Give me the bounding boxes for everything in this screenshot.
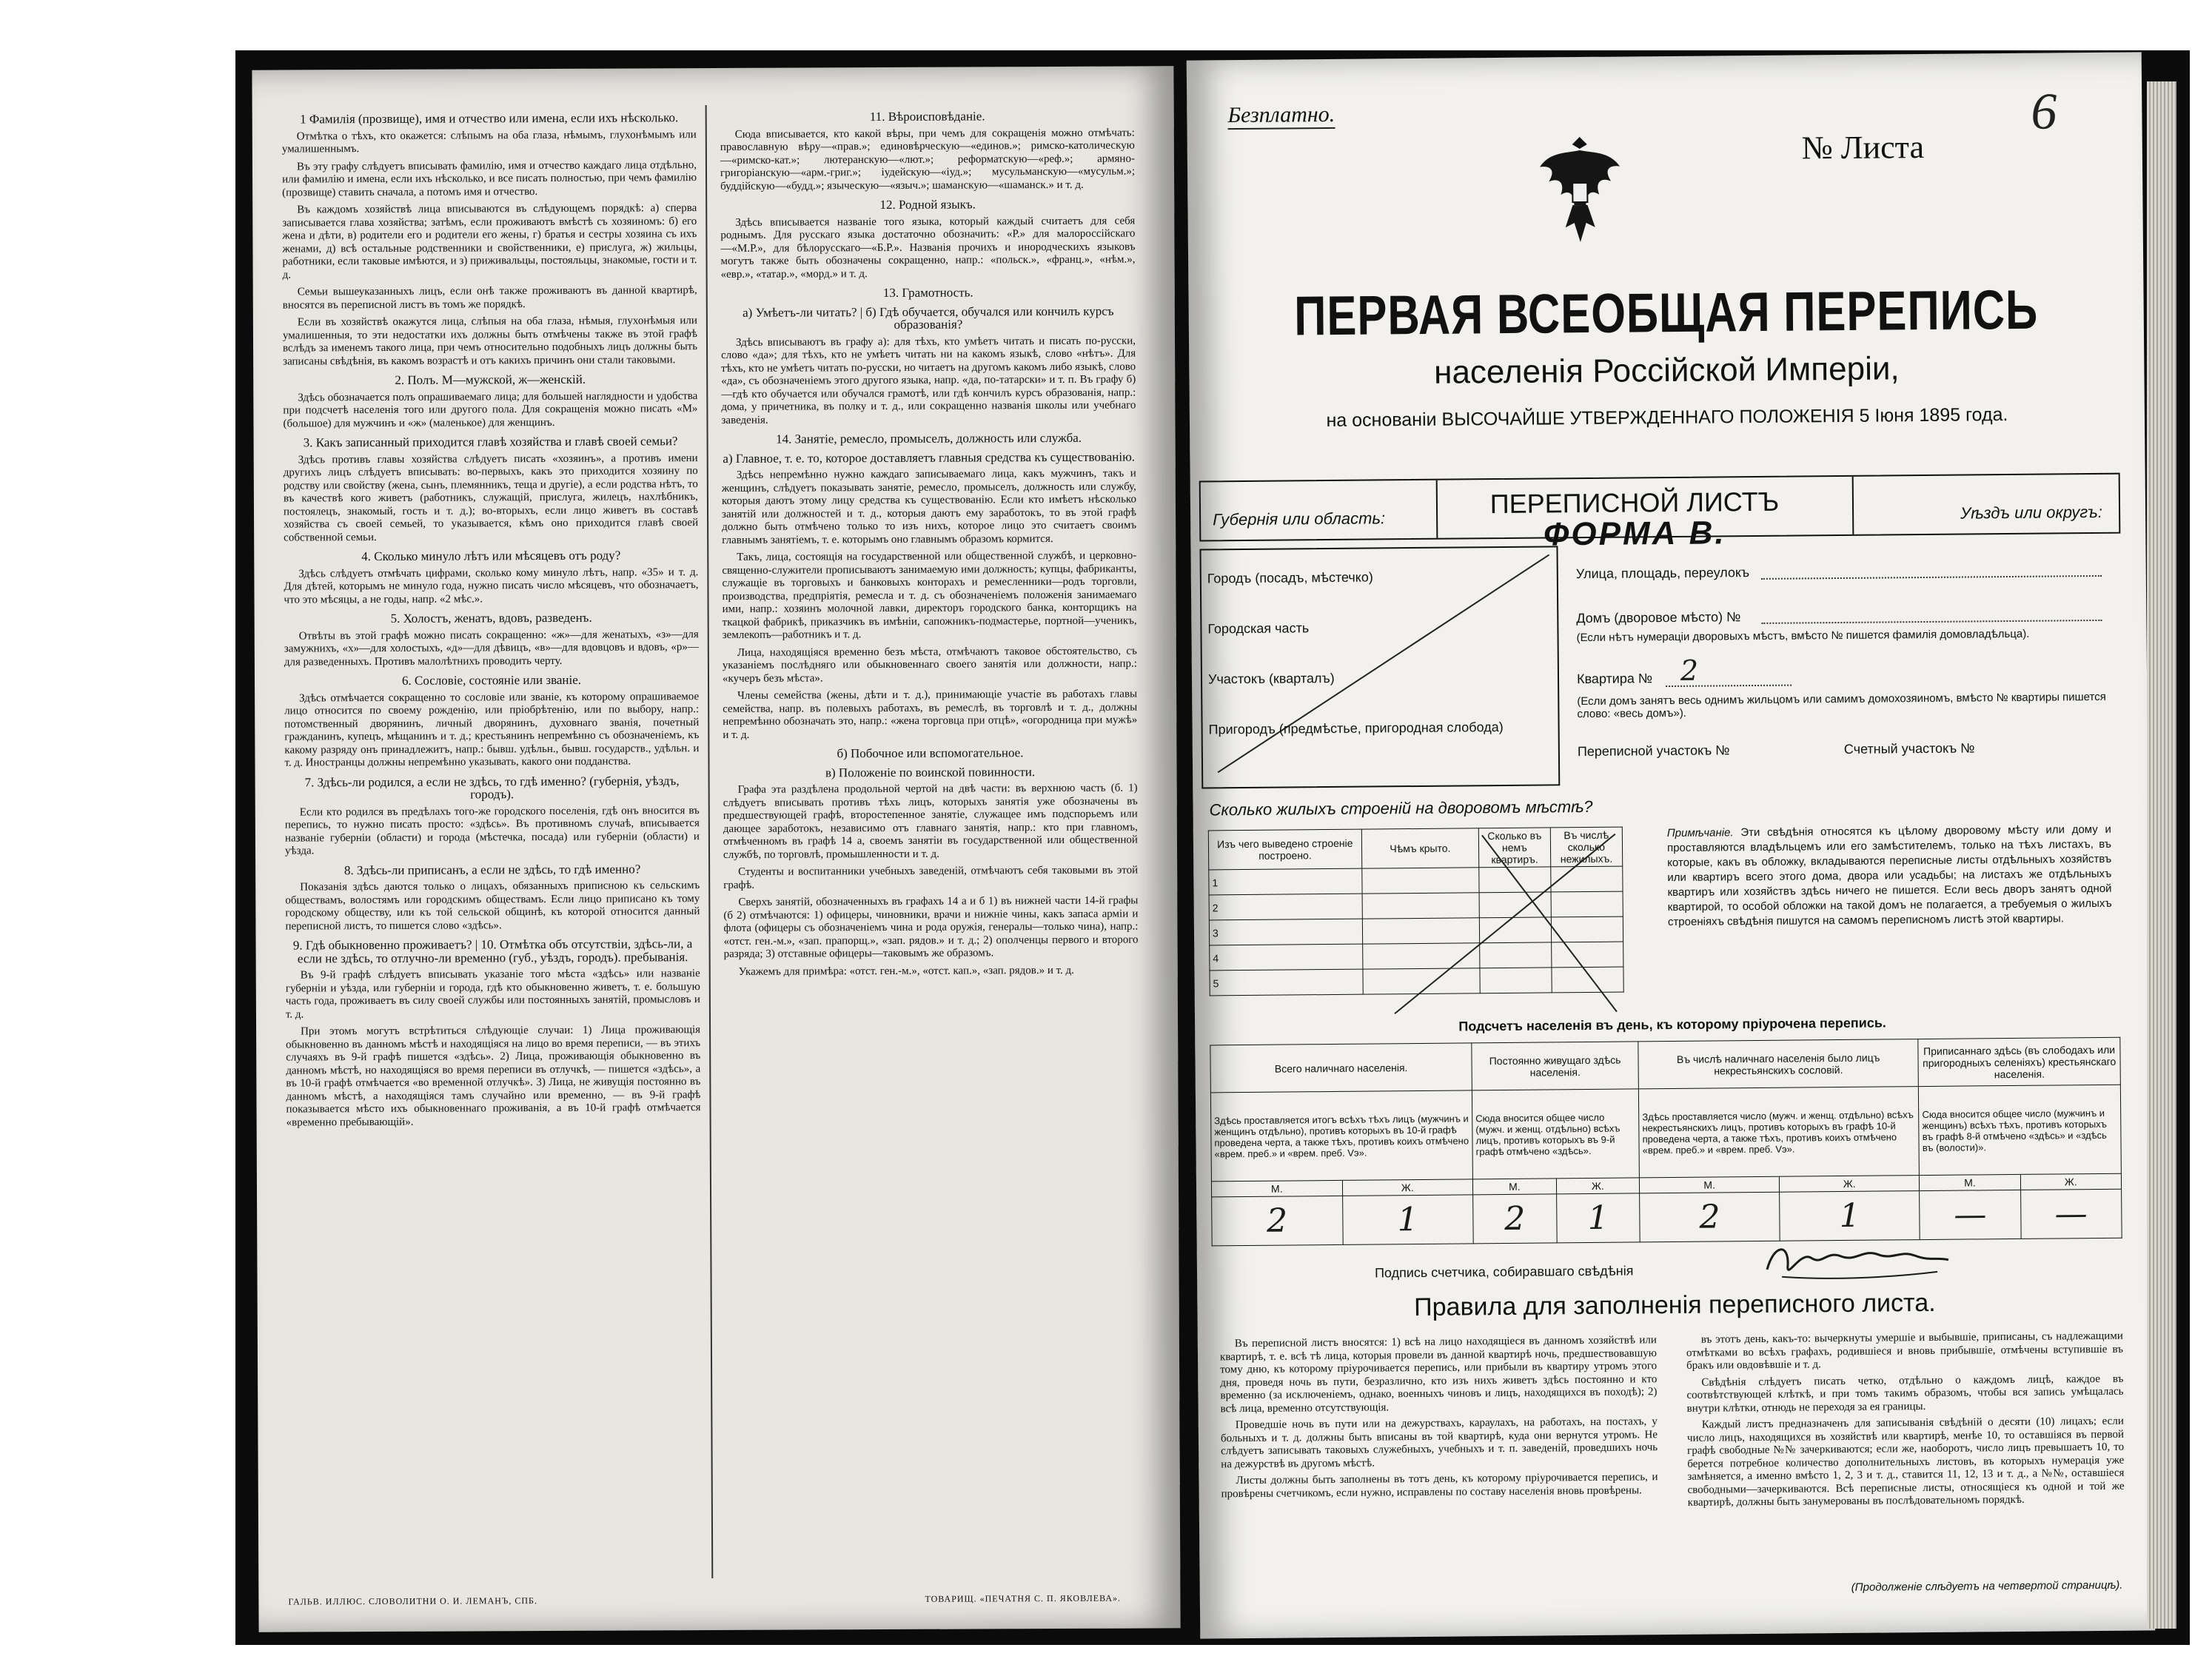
sex-female-header: Ж. xyxy=(2020,1173,2122,1190)
rules-paragraph: Каждый листъ предназначенъ для записыванія свѣдѣній о десяти (10) лицахъ; если число лицъ, находящихся въ хозяйствѣ или квартирѣ, менѣе 10, то оставшіяся въ первой графѣ свободные №№ зачеркиваются; если же, наоборотъ, число лицъ превышаетъ 10, то берется потребное количество дополнительныхъ листовъ, въ которыхъ нумерація уже замѣняется, а именно вмѣсто 1, 2, 3 и т. д., ставится 11, 12, 13 и т. д., а №№, оставшіеся свободными—зачеркиваются. Всѣ переписные листы, относящіеся къ одной и той же квартирѣ, должны быть занумерованы въ послѣдовательномъ порядкѣ. xyxy=(1686,1415,2125,1509)
paragraph: Такъ, лица, состоящія на государственной или общественной службѣ, и церковно-священно-служители прописываютъ занимаемую ими должность; купцы, фабриканты, служащіе въ торговыхъ и банковыхъ конторахъ и ремесленники—родъ торговли, производства, предпріятія, ремесла и т. д. съ обозначеніемъ положенія занимаемаго ими, напр.: хозяинъ молочной лавки, директоръ городского банка, конторщикъ на ткацкой фабрикѣ, приказчикъ въ имѣніи, сапожникъ-подмастерье, портной—ученикъ, землекопъ—работникъ и т. д. xyxy=(722,549,1137,641)
section-heading: 2. Полъ. М—мужской, ж—женскій. xyxy=(395,372,586,387)
paragraph: Если кто родился въ предѣлахъ того-же городского поселенія, гдѣ онъ вносится въ перепись, то нужно писать просто: «здѣсь». Въ противномъ случаѣ, вписывается названіе губерніи (области) и города (мѣстечка, посада) или губерніи (области) и уѣзда. xyxy=(284,804,700,857)
count-value: 1 xyxy=(1780,1191,1920,1241)
left-page xyxy=(252,66,1180,1632)
paragraph: Показанія здѣсь даются только о лицахъ, обязанныхъ приписною къ сельскимъ обществамъ, волостямъ или городскимъ обществамъ. Если лицо приписано къ тому городскому обществу, или къ той сельской общинѣ, къ которой относится данный переписной листъ, то пишется слово «здѣсь». xyxy=(285,879,700,933)
paragraph: Здѣсь вписываютъ въ графу а): для тѣхъ, кто умѣетъ читать и писать по-русски, слово «да»; для тѣхъ, кто не умѣетъ читать ни на какомъ языкѣ, слово «нѣтъ». Для тѣхъ, кто не умѣетъ читать по-русски, но читаетъ на другомъ какомъ либо языкѣ, слово «да», съ обозначеніемъ этого другого языка, напр. «да, по-татарски» и т. п. Въ графу б)—гдѣ кто обучается или обучался грамотѣ, или гдѣ кончилъ курсъ образованія, напр.: дома, у причетника, въ полку и т. д., или сокращенно названія школы или учебнаго заведенія. xyxy=(721,335,1136,426)
count-note: Здѣсь проставляется итогъ всѣхъ тѣхъ лицъ (мужчинъ и женщинъ отдѣльно), противъ которыхъ въ 10-й графѣ проведена черта, а также тѣхъ, противъ коихъ отмѣчено «врем. преб.» и «врем. преб. Vэ». xyxy=(1210,1090,1472,1182)
form-title-text: ПЕРЕПИСНОЙ ЛИСТЪ xyxy=(1489,486,1780,520)
rules-column-2 xyxy=(1686,1330,2125,1514)
rules-paragraph: въ этотъ день, какъ-то: вычеркнуты умершіе и выбывшіе, приписаны, съ надлежащими отмѣтками во всѣхъ графахъ, родившіеся и вновь прибывшіе, отмѣчены вступившіе въ бракъ или овдовѣвшіе и т. д. xyxy=(1686,1330,2124,1372)
section-heading: 12. Родной языкъ. xyxy=(879,197,976,212)
buildings-header: Въ числѣ сколько нежилыхъ. xyxy=(1550,827,1623,867)
section-heading: 8. Здѣсь-ли приписанъ, а если не здѣсь, то гдѣ именно? xyxy=(343,861,641,877)
sex-female-header: Ж. xyxy=(1342,1179,1473,1196)
left-column-1 xyxy=(282,105,701,1133)
paragraph: Здѣсь вписывается названіе того языка, который каждый считаетъ для себя роднымъ. Для русскаго языка достаточно обозначить: «Р.» для малороссійскаго—«М.Р.», для бѣлорусскаго—«Б.Р.». Названія прочихъ и инородческихъ языковъ могутъ также быть обозначены сокращенно, напр.: «польск.», «франц.», «нѣм.», «евр.», «татар.», «морд.» и т. д. xyxy=(720,215,1136,281)
count-value: — xyxy=(1920,1190,2021,1239)
field-quarter: Участокъ (кварталъ) xyxy=(1207,670,1335,687)
field-apartment-line xyxy=(1666,685,1792,687)
field-house-line xyxy=(1761,620,2102,624)
paragraph: Здѣсь отмѣчается сокращенно то сословіе или званіе, къ которому опрашиваемое лицо относится по своему рожденію, или пріобрѣтенію, или по выбору, напр.: потомственный дворянинъ, личный дворянинъ, духовнаго званія, почетный гражданинъ, купецъ, мѣщанинъ и т. д.; крестьянинъ непремѣнно съ обозначеніемъ, къ какому разряду онъ принадлежитъ, напр.: бывш. удѣльн., бывш. государств., удѣльн. и т. д. Иностранцы должны непремѣнно указывать, какого они подданства. xyxy=(284,690,700,769)
section-heading: в) Положеніе по воинской повинности. xyxy=(825,764,1036,780)
section-heading: 7. Здѣсь-ли родился, а если не здѣсь, то гдѣ именно? (губернія, уѣздъ, городъ). xyxy=(304,773,680,802)
buildings-row-number: 3 xyxy=(1209,919,1362,945)
section-heading: а) Главное, т. е. то, которое доставляетъ главныя средства къ существованію. xyxy=(723,449,1136,466)
field-apartment-note: (Если домъ занятъ весь однимъ жильцомъ или самимъ домохозяиномъ, вмѣсто № квартиры пишется слово: «весь домъ»). xyxy=(1577,690,2106,721)
paragraph: Въ 9-й графѣ слѣдуетъ вписывать указаніе того мѣста «здѣсь» или названіе губерніи и уѣзда, или губерніи и города, гдѣ кто обыкновенно живетъ, т. е. большую часть года, проживаетъ въ силу своей службы или постоянныхъ занятій, промысловъ и т. д. xyxy=(285,968,700,1021)
buildings-row-number: 5 xyxy=(1210,969,1363,996)
paragraph: Отвѣты въ этой графѣ можно писать сокращенно: «ж»—для женатыхъ, «з»—для замужнихъ, «х»—для холостыхъ, «д»—для дѣвицъ, «в»—для вдовцовъ и вдовъ, «р»—для разведенныхъ. Противъ малолѣтнихъ проводить черту. xyxy=(284,628,699,668)
count-value: 2 xyxy=(1640,1192,1780,1242)
buildings-header: Чѣмъ крыто. xyxy=(1361,828,1479,868)
count-value: 2 xyxy=(1473,1194,1557,1244)
buildings-note xyxy=(1667,822,2112,930)
buildings-strike-line xyxy=(1386,827,1624,1022)
section-heading: 11. Вѣроисповѣданіе. xyxy=(869,109,985,124)
section-heading: б) Побочное или вспомогательное. xyxy=(837,745,1024,761)
census-subtitle: населенія Россійской Имперіи, xyxy=(1433,350,1900,391)
form-title xyxy=(1442,486,1828,553)
sex-female-header: Ж. xyxy=(1780,1176,1920,1193)
section-heading: 4. Сколько минуло лѣтъ или мѣсяцевъ отъ роду? xyxy=(361,548,621,564)
paragraph: Здѣсь обозначается полъ опрашиваемаго лица; для большей наглядности и удобства при подсчетѣ населенія того или другого пола. Для сокращенія можно писать «М» (большое) для мужчинъ и «ж» (маленькое) для женщинъ. xyxy=(283,389,698,430)
buildings-question: Сколько жилыхъ строеній на дворовомъ мѣстѣ? xyxy=(1209,797,1593,820)
handwritten-signature xyxy=(1760,1235,1953,1288)
count-header: Всего наличнаго населенія. xyxy=(1210,1043,1472,1093)
census-decree: на основаніи ВЫСОЧАЙШЕ УТВЕРЖДЕННАГО ПОЛОЖЕНІЯ 5 Іюня 1895 года. xyxy=(1326,404,2008,432)
sex-female-header: Ж. xyxy=(1556,1178,1640,1194)
free-stamp: Безплатно. xyxy=(1227,102,1335,130)
sex-male-header: М. xyxy=(1920,1174,2020,1190)
census-title: ПЕРВАЯ ВСЕОБЩАЯ ПЕРЕПИСЬ xyxy=(1293,278,2039,347)
field-city-part: Городская часть xyxy=(1207,620,1310,637)
section-heading: 3. Какъ записанный приходится главѣ хозяйства и главѣ своей семьи? xyxy=(303,434,678,450)
field-house-note: (Если нѣтъ нумераціи дворовыхъ мѣстъ, вмѣсто № пишется фамилія домовладѣльца). xyxy=(1576,627,2030,645)
page-stack-edge xyxy=(2147,81,2176,1629)
sheet-number-label: № Листа xyxy=(1801,128,1925,167)
buildings-row-number: 2 xyxy=(1209,894,1362,920)
right-page xyxy=(1187,52,2156,1638)
paragraph: Въ эту графу слѣдуетъ вписывать фамилію, имя и отчество каждаго лица отдѣльно, или фамилію и имена, если ихъ нѣсколько, и все писать полностью, при чемъ фамилію (прозвище) ставить сначала, а потомъ имя и отчество. xyxy=(282,158,697,199)
paragraph: Лица, находящіяся временно безъ мѣста, отмѣчаютъ таковое обстоятельство, съ указаніемъ послѣдняго или обыкновеннаго своего занятія или должности, напр.: «кучеръ безъ мѣста». xyxy=(722,645,1137,685)
paragraph: Студенты и воспитанники учебныхъ заведеній, отмѣчаютъ себя таковыми въ этой графѣ. xyxy=(723,864,1139,891)
paragraph: Члены семейства (жены, дѣти и т. д.), принимающіе участіе въ работахъ главы семейства, напр. въ полевыхъ работахъ, въ ремеслѣ, въ торговлѣ и т. д., должны непремѣнно обозначать это, напр.: «жена торговца при отцѣ», «огородница при мужѣ» и т. д. xyxy=(723,688,1138,741)
count-value: 2 xyxy=(1212,1196,1343,1246)
guberniya-label: Губернія или область: xyxy=(1213,509,1386,529)
buildings-header: Сколько въ немъ квартиръ. xyxy=(1478,828,1550,868)
section-heading: а) Умѣетъ-ли читать? | б) Гдѣ обучается, обучался или кончилъ курсъ образованія? xyxy=(743,304,1114,332)
count-header: Приписаннаго здѣсь (въ слободахъ или пригородныхъ селеніяхъ) крестьянскаго населенія. xyxy=(1918,1037,2120,1086)
paragraph: Семьи вышеуказанныхъ лицъ, если онѣ также проживаютъ въ данной квартирѣ, вносятся въ переписной листъ въ томъ же порядкѣ. xyxy=(282,284,697,312)
left-footer-1: ГАЛЬВ. ИЛЛЮС. СЛОВОЛИТНИ О. И. ЛЕМАНЪ, СПБ. xyxy=(288,1595,537,1607)
sex-male-header: М. xyxy=(1640,1176,1780,1193)
field-street: Улица, площадь, переулокъ xyxy=(1575,565,1750,582)
paragraph: Сверхъ занятій, обозначенныхъ въ графахъ 14 а и б 1) въ нижней части 14-й графы (б 2) отмѣчаются: 1) офицеры, чиновники, врачи и нижніе чины, какъ запаса арміи и флота (офицеры съ обозначеніемъ чина и рода оружія, генералы—только чина), напр.: «отст. ген.-м.», «зап. прапорщ.», «зап. рядов.» и т. д.; 2) ополченцы первого и второго разряда; 3) отставные офицеры—таковымъ же образомъ. xyxy=(723,894,1139,960)
paragraph: Здѣсь непремѣнно нужно каждаго записываемаго лица, какъ мужчинъ, такъ и женщинъ, слѣдуетъ показывать занятіе, ремесло, промыселъ, должность или службу, которыя даютъ этому лицу средства къ существованію. Если кто имѣетъ нѣсколько занятій или должностей и т. д., которыя даютъ ему заработокъ, то въ этой графѣ должно быть отмѣчено только то изъ нихъ, которое лицо это считаетъ своимъ главнымъ занятіемъ, т. е. которымъ оно главнымъ образомъ кормится. xyxy=(721,467,1137,546)
field-street-line xyxy=(1761,575,2102,580)
field-apartment-value: 2 xyxy=(1680,654,1699,687)
section-heading: 6. Сословіе, состояніе или званіе. xyxy=(401,672,582,688)
rules-paragraph: Свѣдѣнія слѣдуетъ писать четко, отдѣльно о каждомъ лицѣ, каждое въ соотвѣтствующей клѣткѣ, и при томъ такимъ образомъ, чтобы вся запись умѣщалась внутри клѣтки, отнюдь не переходя за ея границы. xyxy=(1686,1373,2124,1415)
count-value: 1 xyxy=(1556,1193,1640,1243)
section-heading: 13. Грамотность. xyxy=(882,285,973,301)
continuation-note: (Продолженіе слѣдуетъ на четвертой страницѣ). xyxy=(1851,1578,2123,1594)
count-header: Въ числѣ наличнаго населенія было лицъ некрестьянскихъ сословій. xyxy=(1638,1039,1919,1089)
rules-paragraph: Листы должны быть заполнены въ тотъ день, къ которому пріурочивается перепись, и провѣрены счетчикомъ, если нужно, исправлены по составу населенія вновь провѣрены. xyxy=(1221,1471,1658,1500)
section-heading: 5. Холостъ, женатъ, вдовъ, разведенъ. xyxy=(390,610,592,626)
uezd-label: Уѣздъ или округъ: xyxy=(1960,502,2103,523)
section-heading: 9. Гдѣ обыкновенно проживаетъ? | 10. Отмѣтка объ отсутствіи, здѣсь-ли, а если не здѣсь, то отлучно-ли временно (губ., уѣздъ, городъ). пребыванія. xyxy=(292,936,693,965)
paragraph: Въ каждомъ хозяйствѣ лица вписываются въ слѣдующемъ порядкѣ: а) сперва записывается глава хозяйства; затѣмъ, если проживаютъ вмѣстѣ съ хозяиномъ: б) его жена и дѣти, в) родители его и родители его жены, г) братья и сестры хозяина съ ихъ женами, д) всѣ остальные родственники и свойственники, е) прислуга, ж) жильцы, работники, если таковые имѣются, и з) приживальцы, постояльцы, знакомые, гости и т. д. xyxy=(282,202,697,281)
count-title: Подсчетъ населенія въ день, къ которому пріурочена перепись. xyxy=(1458,1015,1886,1034)
count-value: — xyxy=(2020,1189,2122,1239)
count-table xyxy=(1210,1037,2122,1247)
column-divider xyxy=(706,105,714,1578)
count-header: Постоянно живущаго здѣсь населенія. xyxy=(1472,1042,1639,1090)
count-value: 1 xyxy=(1342,1195,1473,1245)
note-label: Примѣчаніе. xyxy=(1666,826,1734,840)
buildings-row-number: 4 xyxy=(1210,944,1363,971)
paragraph: Здѣсь противъ главы хозяйства слѣдуетъ писать «хозяинъ», а противъ имени другихъ лицъ слѣдуетъ вписывать: во-первыхъ, какъ это приходится хозяину по родству или свойству (жена, сынъ, племянникъ, теща и другіе), а если родства нѣтъ, то въ качествѣ кого живетъ (работникъ, служащій, прислуга, жилецъ, нахлѣбникъ, постоялецъ, знакомый, гость и т. д.); во-вторыхъ, если лицо живетъ въ составѣ хозяйства съ своей семьей, то указывается, кѣмъ оно приходится главѣ своей собственной семьи. xyxy=(283,452,699,544)
rules-title: Правила для заполненія переписного листа. xyxy=(1414,1288,1936,1322)
left-footer-2: ТОВАРИЩ. «ПЕЧАТНЯ С. П. ЯКОВЛЕВА». xyxy=(925,1592,1122,1604)
rules-paragraph: Проведшіе ночь въ пути или на дежурствахъ, караулахъ, на работахъ, на постахъ, у больныхъ и т. д. должны быть вписаны въ той квартирѣ, куда они вернутся утромъ. Не слѣдуетъ записывать таковыхъ служебныхъ, учебныхъ и т. п. заведеній, проведшихъ ночь на дежурствѣ въ другомъ мѣстѣ. xyxy=(1220,1415,1658,1470)
field-city: Городъ (посадъ, мѣстечко) xyxy=(1207,569,1373,586)
rules-column-1 xyxy=(1220,1334,1658,1504)
field-house: Домъ (дворовое мѣсто) № xyxy=(1576,609,1741,626)
paragraph: Укажемъ для примѣра: «отст. ген.-м.», «отст. кап.», «зап. рядов.» и т. д. xyxy=(738,964,1074,978)
rules-paragraph: Въ переписной листъ вносятся: 1) всѣ на лицо находящіеся въ данномъ хозяйствѣ или квартирѣ, т. е. всѣ тѣ лица, которыя провели въ данной квартирѣ ночь, предшествовавшую тому дню, къ которому пріурочивается перепись, или прибыли въ квартиру утромъ этого дня, проведя ночь въ пути, безразлично, кто изъ нихъ живетъ здѣсь постоянно и кто временно (за исключеніемъ, однако, военныхъ чиновъ и лицъ, находящихся въ походѣ); 2) всѣ лица, временно отсутствующія. xyxy=(1219,1334,1658,1415)
note-text: Эти свѣдѣнія относятся къ цѣлому дворовому мѣсту или дому и проставляются владѣльцемъ или его замѣстителемъ, только на тѣхъ листахъ, въ которые, какъ въ обложку, вкладываются переписные листы отдѣльныхъ хозяйствъ или квартиръ всего этого дома, двора или усадьбы; на листахъ же отдѣльныхъ квартиръ или хозяйствъ здѣсь ничего не пишется. Если весь дворъ занятъ одной квартирой, то особой обложки на такой домъ не полагается, а требуемыя о жилыхъ строеніяхъ свѣдѣнія пишутся на самомъ переписномъ листѣ этой квартиры. xyxy=(1666,822,2112,929)
buildings-header: Изъ чего выведено строеніе построено. xyxy=(1208,829,1361,870)
section-heading: 1 Фамилія (прозвище), имя и отчество или имена, если ихъ нѣсколько. xyxy=(300,110,679,127)
paragraph: Графа эта раздѣлена продольной чертой на двѣ части: въ верхнюю часть (б. 1) слѣдуетъ вписывать противъ тѣхъ лицъ, которыхъ занятія уже обозначены въ предшествующей графѣ, второстепенное занятіе, служащее имъ подспорьемъ или дающее заработокъ, независимо отъ главнаго занятія, напр.: кто при главномъ, отмѣченномъ въ графѣ 14 а, своемъ занятіи въ государственной или общественной службѣ, по торговлѣ, промышленности и т. д. xyxy=(723,782,1138,861)
paragraph: Если въ хозяйствѣ окажутся лица, слѣпыя на оба глаза, нѣмыя, глухонѣмыя или умалишенныя, то эти недостатки ихъ должны быть отмѣчены также въ этой графѣ вслѣдъ за именемъ такого лица, при чемъ относительно подобныхъ лицъ должны быть записаны свѣдѣнія, въ какомъ возрастѣ и отъ какихъ причинъ они стали таковыми. xyxy=(282,315,698,368)
paragraph: Здѣсь слѣдуетъ отмѣчать цифрами, сколько кому минуло лѣтъ, напр. «35» и т. д. Для дѣтей, которымъ не минуло года, нужно писать число мѣсяцевъ, что обозначаетъ, что это мѣсяцы, а не годы, напр. «2 мѣс.». xyxy=(284,566,699,606)
signature-label: Подпись счетчика, собиравшаго свѣдѣнія xyxy=(1374,1263,1634,1281)
section-heading: 14. Занятіе, ремесло, промыселъ, должность или служба. xyxy=(776,430,1082,446)
paragraph: Сюда вписывается, кто какой вѣры, при чемъ для сокращенія можно отмѣчать: православную вѣру—«прав.»; единовѣрческую—«единов.»; римско-католическую—«римско-кат.»; лютеранскую—«лют.»; реформатскую—«реф.»; армяно-григоріанскую—«арм.-григ.»; іудейскую—«іуд.»; мусульманскую—«мусульм.»; буддійскую—«будд.»; языческую—«языч.»; шаманскую—«шаманск.» и т. д. xyxy=(720,127,1136,192)
field-apartment: Квартира № xyxy=(1576,671,1653,687)
sheet-number-value: 6 xyxy=(2031,83,2057,141)
count-note: Сюда вносится общее число (мужч. и женщ. отдѣльно) всѣхъ лицъ, противъ которыхъ въ 9-й графѣ отмѣчено «здѣсь». xyxy=(1472,1089,1639,1179)
form-letter: ФОРМА В. xyxy=(1543,515,1726,553)
double-headed-eagle-emblem xyxy=(1535,131,1625,250)
count-note: Сюда вносится общее число (мужчинъ и женщинъ) всѣхъ тѣхъ, противъ которыхъ въ графѣ 8-й отмѣчено «здѣсь» и «здѣсь въ (волости)». xyxy=(1919,1085,2122,1175)
sex-male-header: М. xyxy=(1211,1180,1342,1197)
left-column-2 xyxy=(720,104,1139,983)
paragraph: При этомъ могутъ встрѣтиться слѣдующіе случаи: 1) Лица проживающія обыкновенно въ данномъ мѣстѣ и находящіяся на лицо во время переписи, — въ этихъ случаяхъ въ 9-й графѣ пишется «здѣсь». 2) Лица, проживающія обыкновенно въ данномъ мѣстѣ, но находящіяся во время переписи въ отлучкѣ, — пишется «здѣсь», а въ 10-й графѣ отмѣчается «во временной отлучкѣ». 3) Лица, не живущія постоянно въ данномъ мѣстѣ, а находящіяся тамъ случайно или временно, — въ 9-й графѣ показывается мѣсто ихъ обыкновеннаго проживанія, а въ 10-й графѣ отмѣчается «временно пребывающій». xyxy=(286,1024,701,1129)
field-census-district: Переписной участокъ № xyxy=(1577,743,1730,760)
field-count-district: Счетный участокъ № xyxy=(1843,740,1975,757)
count-note: Здѣсь проставляется число (мужч. и женщ. отдѣльно) всѣхъ некрестьянскихъ лицъ, противъ которыхъ въ графѣ 10-й проведена черта, а также тѣхъ, противъ коихъ отмѣчено «врем. преб.» и «врем. преб. Vэ». xyxy=(1638,1087,1919,1178)
sex-male-header: М. xyxy=(1472,1179,1556,1195)
buildings-row-number: 1 xyxy=(1209,868,1362,895)
paragraph: Отмѣтка о тѣхъ, кто окажется: слѣпымъ на оба глаза, нѣмымъ, глухонѣмымъ или умалишеннымъ. xyxy=(281,128,697,155)
field-suburb: Пригородъ (предмѣстье, пригородная слобода) xyxy=(1208,719,1504,737)
